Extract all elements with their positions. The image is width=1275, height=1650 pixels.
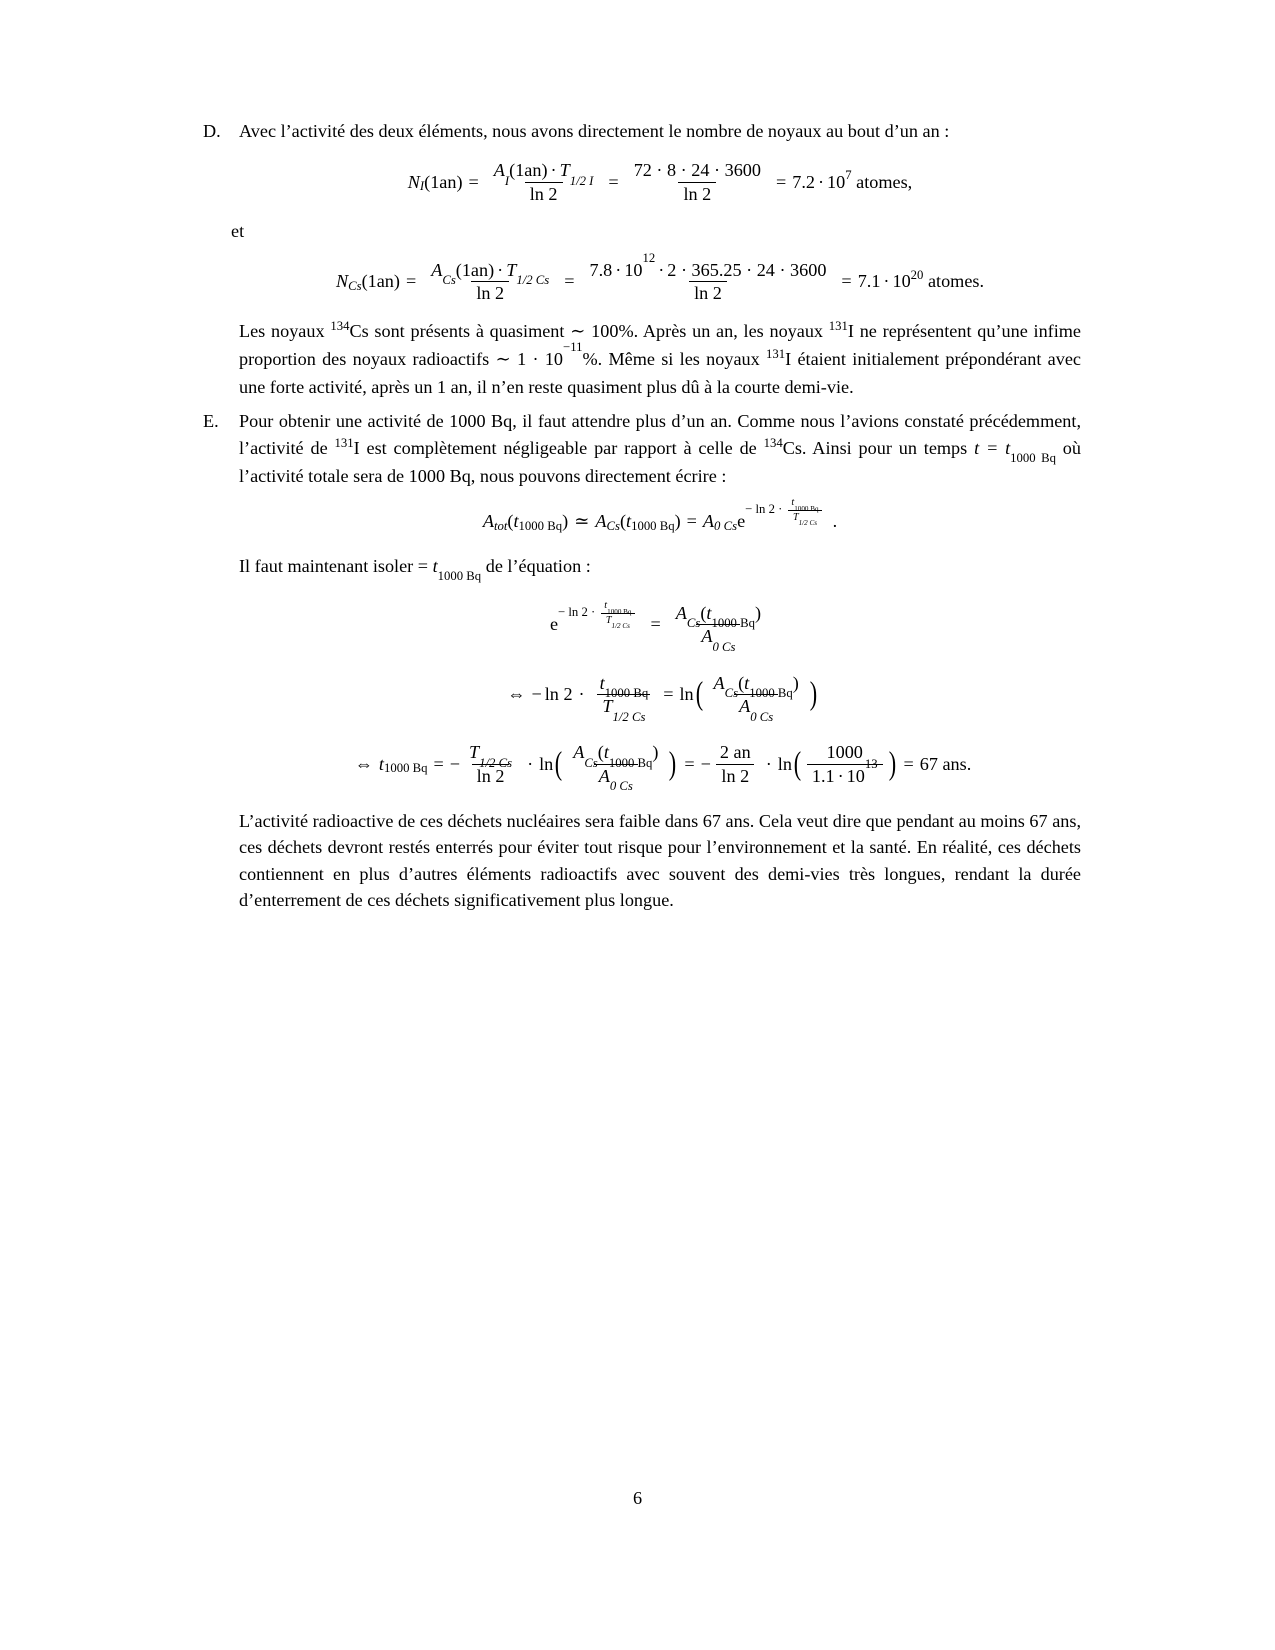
eq2-two: 2 — [495, 283, 505, 304]
eq1-T-sub: 1/2 I — [569, 173, 594, 188]
eq2-T-sub: 1/2 Cs — [516, 273, 550, 288]
inline-t-variable: t = t — [974, 437, 1011, 458]
s1-exp-minus-ln2: − ln 2 · — [558, 605, 596, 620]
s2-lhs-fraction — [595, 672, 654, 724]
connector-et: et — [231, 220, 245, 241]
e-isotope-cs-symbol: Cs — [782, 437, 802, 458]
para-e-seg4: où l’activité totale sera de 1000 Bq, nous pouvons directement écrire : — [239, 437, 1081, 486]
isotope-131-superscript: 131 — [828, 319, 848, 334]
s1-exponent — [558, 600, 640, 631]
item-e-intro-text — [239, 408, 1081, 489]
equation-step-3: ⇔ t $_{1000 Bq}$ = − $\frac{T_{1/2 Cs}}{\ln 2}$ · ln ( $\frac{A_{Cs}(t_{1000 Bq})}{A_{0 Cs}}$ ) = − $\frac{2 an}{\ln 2}$ · ln ( $\frac{1000}{1.1 \cdot 10^{13}}$ ) = 67 ans. — [354, 742, 972, 794]
eq1-result-mantissa: 7.2 — [792, 171, 815, 192]
s3-inner2-num: 1000 — [826, 742, 863, 763]
s3-paren-group-1 — [553, 742, 678, 794]
eq2-fraction-2: $\frac{7.8 \cdot 10^{12}\cdot 2 \cdot 365.25 \cdot 24 \cdot 3600}{\ln 2}$ — [589, 251, 827, 304]
eq2-result-unit: atomes. — [927, 271, 985, 292]
para-d-seg5: étaient initialement prépondérant avec une forte activité, après un 1 an, il n’en reste quasiment plus dû à la courte demi-vie. — [239, 348, 1081, 398]
s3-inner-num-t-sub: 1000 Bq — [608, 755, 653, 770]
atot-t2: t — [626, 511, 632, 532]
eq1-two: 2 — [548, 183, 558, 204]
s2-den-T: T — [602, 696, 613, 717]
s2-cdot: · — [578, 684, 585, 705]
s2-inner-num-t-sub: 1000 Bq — [749, 686, 793, 701]
inline-t-subscript: 1000 Bq — [1010, 450, 1056, 465]
s3-den-ln2: ln 2 — [476, 765, 505, 786]
s3-inner-den-A: A — [598, 765, 610, 786]
atot-e: e — [737, 511, 746, 532]
atot-exp-fraction — [786, 497, 823, 528]
s3-inner2-den-base: 10 — [846, 765, 865, 786]
equation-step-1 — [239, 600, 1081, 654]
s2-ln-right: ln — [679, 684, 694, 705]
eq2-result-mantissa: 7.1 — [857, 271, 881, 292]
s3-num-2an: 2 an — [719, 742, 751, 763]
atot-Acs: A — [595, 511, 607, 532]
list-item-d — [203, 118, 1081, 400]
s3-equals: = — [433, 753, 444, 774]
s3-result-value: 67 — [919, 753, 938, 774]
eq2-two2: 2 — [712, 283, 722, 304]
eq1-two2: 2 — [702, 183, 712, 204]
eq2-A-sub: Cs — [442, 273, 456, 288]
atot-exp-num-t: t — [791, 497, 795, 509]
isotope-134-superscript: 134 — [330, 319, 350, 334]
s3-inner-num-A-sub: Cs — [584, 755, 598, 770]
isolate-t-sub: 1000 Bq — [437, 569, 482, 584]
item-label-d: D. — [203, 121, 221, 141]
eq1-result-unit: atomes, — [856, 171, 913, 192]
eq2-N: N — [335, 271, 349, 292]
s3-num-T: T — [469, 742, 480, 763]
s3-equals-2: = — [684, 753, 695, 774]
isolate-t: t — [432, 555, 438, 576]
s3-t: t — [378, 753, 384, 774]
eq1-numerator-values: 72 · 8 · 24 · 3600 — [633, 160, 761, 181]
isotope-131-superscript-2: 131 — [766, 347, 786, 362]
exponent-minus-11: −11 — [563, 340, 583, 355]
atot-exp-num-sub: 1000 Bq — [794, 504, 819, 513]
eq2-fraction-1: $\frac{A_{Cs}(1an) \cdot T_{1/2 Cs}}{\ln 2}$ — [431, 259, 550, 304]
s3-left-paren-2: ( — [793, 745, 802, 782]
s2-num-sub: 1000 Bq — [604, 686, 649, 701]
s2-equals: = — [663, 684, 674, 705]
atot-exp-den-T: T — [792, 511, 799, 523]
para-d-seg3: ne représentent qu’une infime proportion des noyaux radioactifs ∼ 1 · 10 — [239, 320, 1081, 369]
s3-left-paren-1: ( — [555, 745, 563, 782]
s3-iff: ⇔ — [354, 753, 373, 774]
s2-ln: ln — [544, 684, 559, 705]
s3-fraction-2 — [715, 742, 756, 786]
s3-inner-fraction-1: $\frac{A_{Cs}(t_{1000 Bq})}{A_{0 Cs}}$ — [573, 742, 659, 794]
s3-fraction-1 — [464, 742, 517, 786]
eq2-T: T — [506, 259, 517, 280]
eq2-arg: (1an) — [361, 271, 400, 292]
s3-ln-2: ln — [777, 753, 792, 774]
eq2-result-base: 10 — [892, 271, 911, 292]
item-d-intro-text: Avec l’activité des deux éléments, nous avons directement le nombre de noyaux au bout d’un an : — [239, 121, 950, 141]
eq1-T: T — [559, 160, 570, 181]
isotope-i-symbol-2: I — [785, 348, 792, 369]
s3-equals-3: = — [903, 753, 914, 774]
s3-minus-2: − — [700, 753, 711, 774]
s1-den-A-sub: 0 Cs — [712, 639, 736, 654]
atot-period: . — [832, 511, 838, 532]
s2-iff: ⇔ — [507, 684, 526, 705]
s1-exp-num-sub: 1000 Bq — [607, 607, 632, 616]
item-label-e: E. — [203, 411, 219, 432]
atot-exponent — [745, 497, 827, 528]
s1-num-A-sub: Cs — [686, 616, 701, 631]
isolate-seg1: Il faut maintenant isoler = — [239, 555, 433, 576]
isotope-i-symbol: I — [847, 320, 854, 341]
page-number: 6 — [632, 1488, 643, 1508]
para-e-seg2: est complètement négligeable par rapport à celle de — [359, 437, 764, 458]
atot-A0: A — [702, 511, 715, 532]
equation-n-iodine: N $_I$ (1an) = $\frac{A_I(1an) \cdot T_{1/2 I}}{\ln 2}$ = $\frac{72 \cdot 8 \cdot 24 \cdot 3600}{\ln 2}$ = 7.2 · 10 $^7$ atomes, — [407, 160, 913, 204]
equation-n-cesium: N $_{Cs}$ (1an) = $\frac{A_{Cs}(1an) \cdot T_{1/2 Cs}}{\ln 2}$ = $\frac{7.8 \cdot 10^{12}\cdot 2 \cdot 365.25 \cdot 24 \cdot 3600}{\ln 2}$ = 7.1 · 10 $^{20}$ atomes. — [335, 251, 985, 304]
para-e-seg1: Pour obtenir une activité de 1000 Bq, il faut attendre plus d’un an. Comme nous l’avions constaté précédemment, l’activité de — [239, 411, 1081, 458]
s3-inner-den-A-sub: 0 Cs — [609, 779, 633, 794]
s3-den-ln2-2: ln 2 — [721, 765, 750, 786]
s3-ln: ln — [539, 753, 554, 774]
isolate-seg2: de l’équation : — [481, 555, 591, 576]
s3-cdot-2: · — [765, 753, 772, 774]
eq2-num-mantissa: 7.8 — [589, 259, 613, 280]
atot-exp-minus-ln2: − ln 2 · — [745, 502, 783, 517]
s3-inner-num-t: t — [603, 742, 609, 763]
item-e-closing-paragraph: L’activité radioactive de ces déchets nucléaires sera faible dans 67 ans. Cela veut dire que pendant au moins 67 ans, ces déchets devront restés enterrés pour éviter tout risque pour l’environnement et la santé. En réalité, ces déchets contiennent en plus d’autres éléments radioactifs avec souvent des demi-vies très longues, rendant la durée d’enterrement de ces déchets significativement plus longue. — [239, 811, 1081, 910]
s2-minus: − — [531, 684, 542, 705]
eq1-ln: ln — [529, 183, 544, 204]
s1-num-t-sub: 1000 Bq — [711, 616, 755, 631]
s1-e: e — [549, 614, 559, 635]
eq2-num-base: 10 — [624, 259, 643, 280]
para-d-seg2: sont présents à quasiment ∼ 100%. Après un an, les noyaux — [368, 320, 829, 341]
s2-inner-num-A-sub: Cs — [724, 686, 739, 701]
s2-num-t: t — [599, 672, 605, 693]
item-d-paragraph — [239, 318, 1081, 401]
s2-paren-group — [694, 672, 819, 724]
eq1-arg: (1an) — [424, 171, 463, 192]
eq1-fraction-2 — [629, 160, 766, 204]
s1-equals: = — [650, 614, 661, 635]
s1-rhs-fraction: $\frac{A_{Cs}(t_{1000 Bq})}{A_{0 Cs}}$ — [675, 602, 762, 654]
page-content — [203, 118, 1081, 913]
list-item-e — [203, 408, 1081, 913]
atot-A: A — [482, 511, 494, 532]
equation-step-2 — [239, 672, 1081, 724]
isotope-cs-symbol: Cs — [349, 320, 369, 341]
eq1-A-arg: (1an) — [509, 160, 548, 181]
atot-t: t — [513, 511, 519, 532]
s1-den-A: A — [701, 626, 713, 647]
s2-inner-num-A: A — [713, 672, 725, 693]
s3-inner-num-A: A — [573, 742, 585, 763]
s1-exp-den-sub: 1/2 Cs — [611, 622, 630, 631]
e-isotope-131-superscript: 131 — [334, 435, 354, 450]
s1-num-t: t — [706, 602, 712, 623]
s1-exp-num-t: t — [604, 600, 608, 612]
s2-right-paren: ) — [809, 675, 817, 712]
s3-num-sub: 1/2 Cs — [479, 755, 513, 770]
s1-exp-den-T: T — [605, 614, 612, 626]
atot-exp-den-sub: 1/2 Cs — [798, 519, 818, 528]
eq2-A-arg: (1an) — [455, 259, 495, 280]
s3-minus: − — [449, 753, 461, 774]
equation-a-tot: A $_{tot}$ ( t $_{1000 Bq}$ ) ≃ A $_{Cs}$ ( t $_{1000 Bq}$ ) = A $_{0 Cs}$ e − ln 2 · $\frac{t_{1000 Bq}}{T_{1/2 Cs}}$ . — [482, 497, 838, 533]
para-d-seg4: %. Même si les noyaux — [582, 348, 767, 369]
s3-cdot: · — [527, 753, 534, 774]
eq2-ln: ln — [476, 283, 491, 304]
s3-inner2-den-exponent: 13 — [864, 757, 878, 772]
eq1-ln2: ln — [683, 183, 698, 204]
para-e-seg3: . Ainsi pour un temps — [801, 437, 975, 458]
s3-inner2-den-mantissa: 1.1 — [811, 765, 835, 786]
eq1-A-sub: I — [504, 173, 510, 188]
eq1-A: A — [493, 160, 505, 181]
s2-den-sub: 1/2 Cs — [612, 709, 646, 724]
s2-inner-num-t: t — [744, 672, 750, 693]
s2-inner-den-A-sub: 0 Cs — [750, 709, 774, 724]
s2-inner-den-A: A — [739, 696, 751, 717]
eq2-A: A — [431, 259, 443, 280]
eq2-num-exponent: 12 — [642, 251, 656, 266]
e-isotope-i-symbol: I — [353, 437, 360, 458]
para-d-seg1: Les noyaux — [239, 320, 331, 341]
s3-right-paren-2: ) — [888, 745, 896, 782]
eq1-result-base: 10 — [827, 171, 846, 192]
s2-two: 2 — [563, 684, 573, 705]
atot-approx-sign: ≃ — [574, 511, 590, 532]
s2-inner-fraction: $\frac{A_{Cs}(t_{1000 Bq})}{A_{0 Cs}}$ — [713, 672, 799, 724]
isolate-instruction-text — [239, 553, 1081, 584]
atot-equals: = — [686, 511, 697, 532]
e-isotope-134-superscript: 134 — [763, 435, 783, 450]
eq2-num-rest: 2 · 365.25 · 24 · 3600 — [667, 259, 827, 280]
s1-exp-fraction — [599, 600, 636, 631]
s3-result-unit: ans. — [942, 753, 972, 774]
s2-left-paren: ( — [695, 675, 703, 712]
s3-paren-group-2 — [792, 742, 898, 786]
eq1-fraction-1: $\frac{A_I(1an) \cdot T_{1/2 I}}{\ln 2}$ — [493, 160, 594, 204]
eq1-N: N — [407, 171, 420, 192]
s3-inner-fraction-2: $\frac{1000}{1.1 \cdot 10^{13}}$ — [807, 742, 883, 786]
s1-num-A: A — [675, 602, 687, 623]
eq2-ln2: ln — [694, 283, 709, 304]
s3-right-paren-1: ) — [669, 745, 677, 782]
